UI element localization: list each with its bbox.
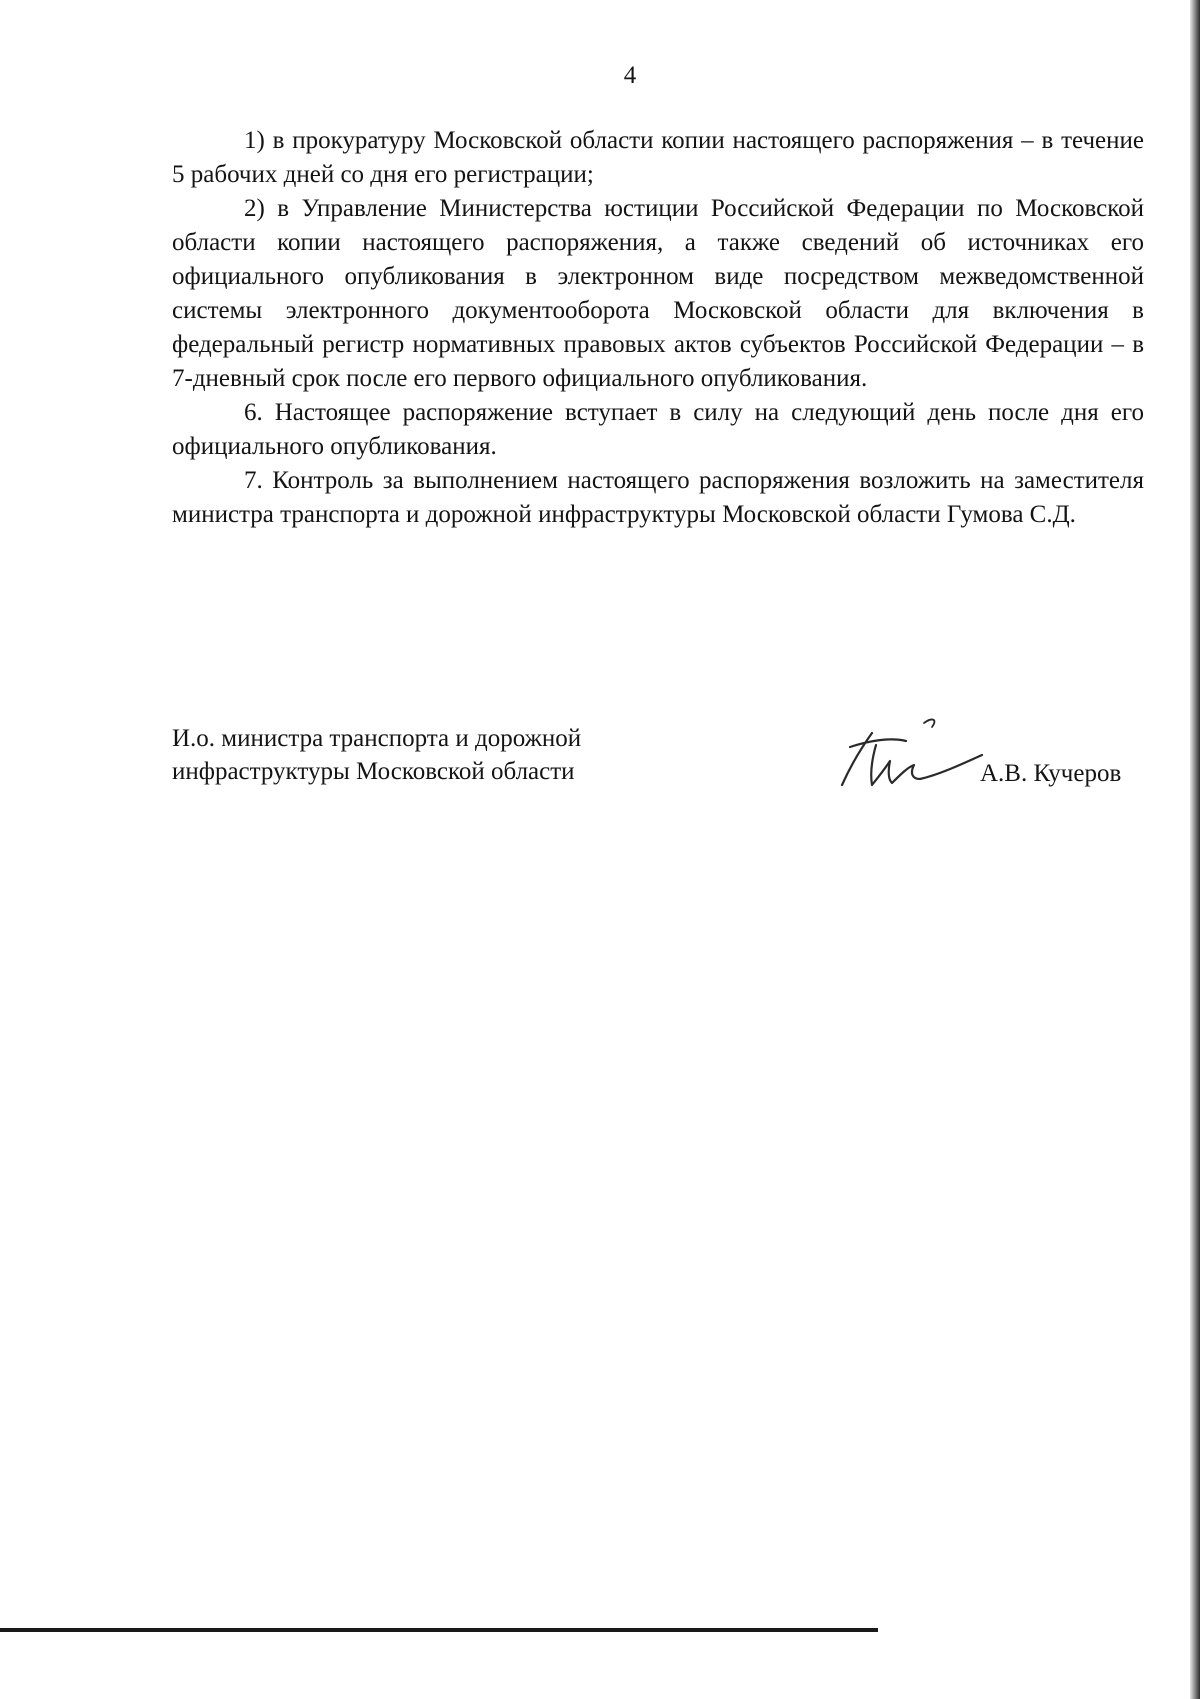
paragraph-item-2: 2) в Управление Министерства юстиции Российской Федерации по Московской области копии настоящего распоряжения, а также сведений об источниках его официального опубликования в электронном виде посредством межведомственной системы электронного документооборота Московской области для включения в федеральный регистр нормативных правовых актов субъектов Российской Федерации – в 7-дневный срок после его первого официального опубликования. [172, 195, 1144, 392]
scan-artifact-edge [1190, 0, 1200, 1699]
signatory-position-line-1: И.о. министра транспорта и дорожной [172, 725, 582, 752]
handwritten-signature [828, 715, 988, 793]
signatory-position-line-2: инфраструктуры Московской области [172, 758, 575, 785]
signatory-name: А.В. Кучеров [980, 760, 1122, 787]
scan-artifact-line [0, 1628, 878, 1632]
paragraph-item-1: 1) в прокуратуру Московской области копии настоящего распоряжения – в течение 5 рабочих дней со дня его регистрации; [172, 127, 1144, 188]
page-number: 4 [623, 62, 637, 89]
document-body [172, 124, 1144, 532]
signatory-position [172, 722, 652, 788]
paragraph-item-6: 6. Настоящее распоряжение вступает в силу на следующий день после дня его официального опубликования. [172, 399, 1144, 460]
paragraph-item-7: 7. Контроль за выполнением настоящего распоряжения возложить на заместителя министра транспорта и дорожной инфраструктуры Московской области Гумова С.Д. [172, 467, 1144, 528]
